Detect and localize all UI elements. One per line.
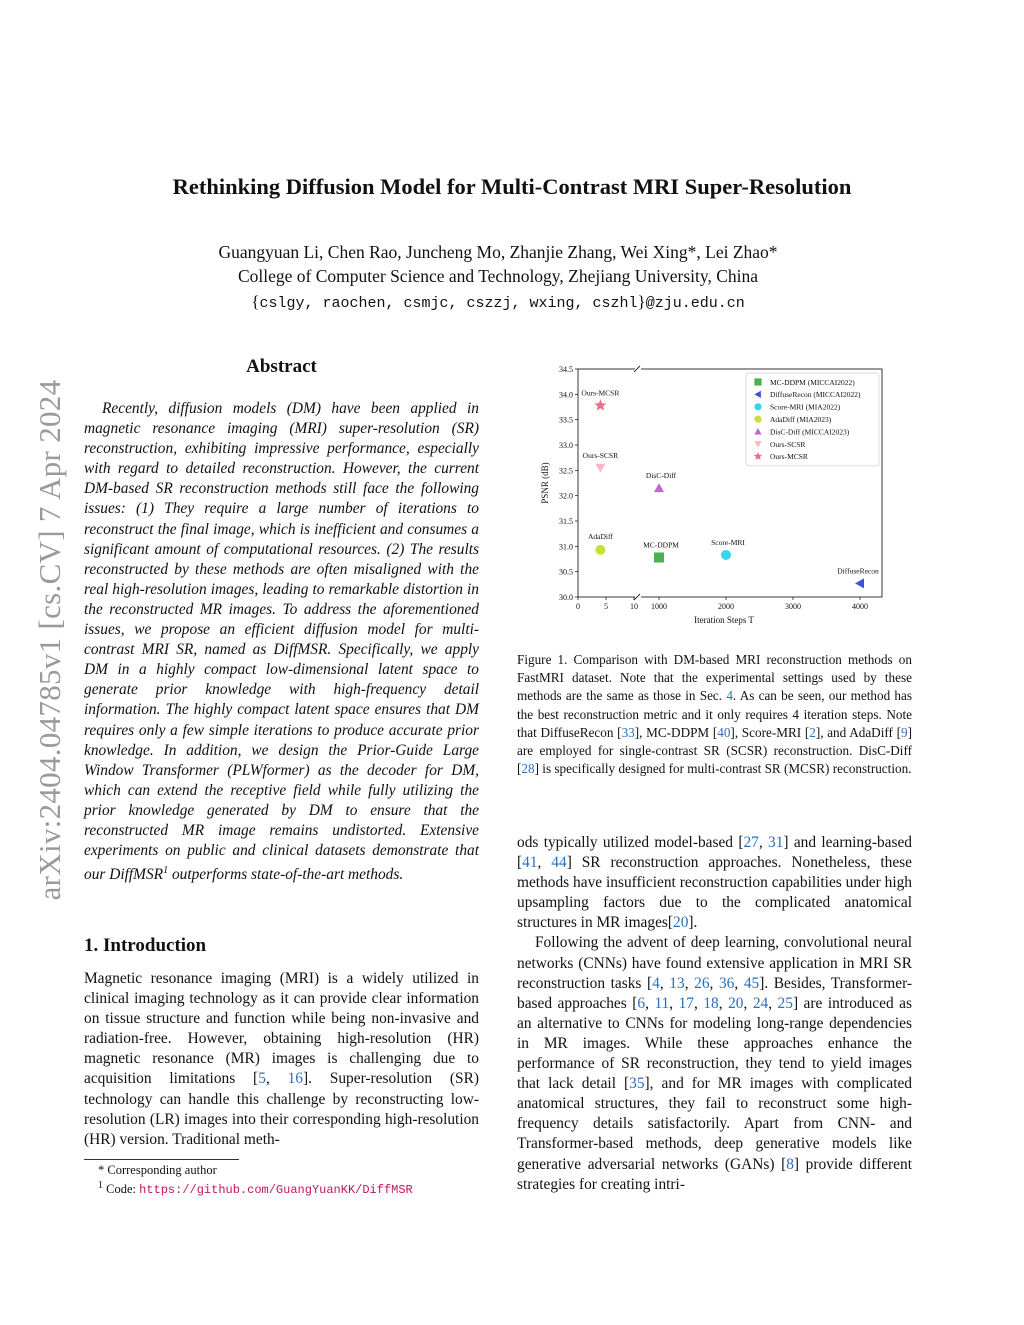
point-label: DiffuseRecon (837, 566, 879, 576)
y-tick-label: 33.5 (559, 415, 573, 425)
x-tick-label: 10 (630, 602, 638, 611)
point-label: Ours-MCSR (581, 388, 620, 398)
introduction-paragraph-2: Following the advent of deep learning, convolutional neural networks (CNNs) have found extensive application in MRI SR reconstruction tasks [4, 13, 26, 36, 45]. Besides, Transformer-based approaches [6, 11, 17, 18, 20, 24, 25] are introduced as an alternative to CNNs for modeling long-range dependencies in MR images. While these approaches enhance the performance of SR reconstruction, they tend to yield images that lack detail [35], and for MR images with complicated anatomical structures, they fail to reconstruct some high-frequency details satisfactorily. Apart from CNN- and Transformer-based methods, deep generative models like generative adversarial networks (GANs) [8] provide different strategies for creating intri- (517, 934, 913, 1193)
citation-link[interactable]: 13 (669, 974, 685, 992)
point-label: MC-DDPM (643, 540, 679, 550)
data-point-disc-diff (654, 483, 664, 492)
legend-marker (754, 403, 761, 410)
x-tick-label: 2000 (718, 602, 734, 611)
footnote-marker[interactable]: 1 (163, 865, 169, 877)
introduction-continued: ods typically utilized model-based [27, 31] and learning-based [41, 44] SR reconstruction approaches. Nonetheless, these methods have insufficient reconstruction capabilities under high upsampling factors due to the complicated anatomical structures in MR images[20]. Following the advent of deep learning, convolutional neural networks (CNNs) have found extensive application in MRI SR reconstruction tasks [4, 13, 26, 36, 45]. Besides, Transformer-based approaches [6, 11, 17, 18, 20, 24, 25] are introduced as an alternative to CNNs for modeling long-range dependencies in MR images. While these approaches enhance the performance of SR reconstruction, they tend to yield images that lack detail [35], and for MR images with complicated anatomical structures, they fail to reconstruct some high-frequency details satisfactorily. Apart from CNN- and Transformer-based methods, deep generative models like generative adversarial networks (GANs) [8] provide different strategies for creating intri- (517, 833, 912, 1195)
citation-link[interactable]: 11 (654, 994, 670, 1012)
x-tick-label: 1000 (651, 602, 667, 611)
citation-link[interactable]: 36 (718, 974, 735, 992)
citation-link[interactable]: 26 (694, 974, 710, 992)
code-repository-link[interactable]: https://github.com/GuangYuanKK/DiffMSR (139, 1183, 413, 1198)
citation-link[interactable]: 25 (777, 994, 793, 1012)
citation-link[interactable]: 5 (258, 1070, 266, 1088)
paper-title: Rethinking Diffusion Model for Multi-Contrast MRI Super-Resolution (172, 174, 852, 199)
citation-link[interactable]: 40 (717, 724, 731, 740)
y-tick-label: 34.5 (559, 365, 573, 374)
affiliation: College of Computer Science and Technology, Zhejiang University, China (237, 266, 759, 286)
data-point-score-mri (721, 550, 731, 560)
footnote-corresponding: * Corresponding author (98, 1163, 217, 1177)
y-tick-label: 33.0 (559, 441, 573, 450)
y-tick-label: 34.0 (559, 390, 573, 400)
citation-link[interactable]: 4 (652, 974, 660, 992)
y-axis-label: PSNR (dB) (540, 462, 550, 504)
point-label: DisC-Diff (645, 471, 677, 481)
legend-label: Ours-MCSR (770, 452, 808, 462)
data-point-adadiff (595, 545, 605, 555)
citation-link[interactable]: 41 (522, 854, 538, 872)
citation-link[interactable]: 2 (809, 724, 816, 740)
figure-1-caption: Figure 1. Comparison with DM-based MRI reconstruction methods on FastMRI dataset. Note that the experimental settings used by these methods are the same as those in Sec. 4. As can be seen, our method has the best reconstruction metric and it only requires 4 iteration steps. Note that DiffuseRecon [33], MC-DDPM [40], Score-MRI [2], and AdaDiff [9] are employed for single-contrast SR (SCSR) reconstruction. DisC-Diff [28] is specifically designed for multi-contrast SR (MCSR) reconstruction. (517, 652, 912, 777)
scatter-plot (530, 360, 910, 632)
figure-1-chart (530, 360, 910, 632)
legend-label: Ours-SCSR (770, 439, 806, 449)
data-point-ours-scsr (595, 464, 605, 473)
data-point-ours-mcsr (594, 399, 606, 410)
footnote-code: $^1$ Code: https://github.com/GuangYuanKK/DiffMSR (98, 1180, 413, 1198)
citation-link[interactable]: 9 (900, 724, 908, 740)
point-label: AdaDiff (587, 531, 613, 541)
y-tick-label: 31.0 (559, 542, 573, 552)
y-tick-label: 32.5 (559, 466, 573, 476)
citation-link[interactable]: 28 (521, 761, 535, 777)
citation-link[interactable]: 44 (551, 854, 567, 872)
abstract-body: Recently, diffusion models (DM) have been applied in magnetic resonance imaging (MRI) super-resolution (SR) reconstruction, exhibiting impressive performance, especially with regard to detailed reconstruction. However, the current DM-based SR reconstruction methods still face the following issues: (1) They require a large number of iterations to reconstruct the final image, which is inefficient and consumes a significant amount of computational resources. (2) The results reconstructed by these methods are often misaligned with the real high-resolution images, leading to remarkable distortion in the reconstructed MR images. To address the aforementioned issues, we propose an efficient diffusion model for multi-contrast MRI SR, named as DiffMSR. Specifically, we apply DM in a highly compact low-dimensional latent space to generate prior knowledge with high-frequency detail information. The highly compact latent space ensures that DM requires only a few simple iterations to produce accurate prior knowledge. In addition, we design the Prior-Guide Large Window Transformer (PLWformer) as the decoder for DM, which can extend the receptive field while fully utilizing the prior knowledge generated by DM to ensure that the reconstructed MR image remains undistorted. Extensive experiments on public and clinical datasets demonstrate that our DiffMSR$^1$ outperforms state-of-the-art methods. (84, 400, 479, 884)
citation-link[interactable]: 17 (678, 994, 694, 1012)
citation-link[interactable]: 24 (752, 994, 769, 1012)
y-tick-label: 32.0 (559, 491, 573, 501)
x-tick-label: 0 (576, 602, 580, 611)
citation-link[interactable]: 8 (786, 1155, 794, 1173)
abstract-heading: Abstract (246, 356, 317, 377)
citation-link[interactable]: 35 (629, 1075, 645, 1093)
x-tick-label: 4000 (852, 602, 868, 611)
author-emails[interactable]: {cslgy, raochen, csmjc, cszzj, wxing, cszhl}@zju.edu.cn (251, 292, 745, 312)
citation-link[interactable]: 20 (673, 914, 689, 932)
section-heading-introduction: 1. Introduction (84, 935, 207, 956)
y-tick-label: 31.5 (559, 517, 573, 526)
point-label: Ours-SCSR (582, 450, 619, 460)
x-tick-label: 5 (604, 602, 608, 611)
citation-link[interactable]: 45 (743, 974, 760, 992)
legend-label: DisC-Diff (MICCAI2023) (770, 427, 850, 437)
legend-label: MC-DDPM (MICCAI2022) (770, 377, 855, 387)
point-label: Score-MRI (711, 537, 745, 547)
y-tick-label: 30.0 (559, 593, 573, 602)
citation-link[interactable]: 6 (637, 994, 646, 1012)
footnote-divider (84, 1159, 239, 1160)
legend-label: Score-MRI (MIA2022) (770, 402, 841, 412)
citation-link[interactable]: 31 (768, 834, 784, 851)
legend-label: DiffuseRecon (MICCAI2022) (770, 390, 861, 400)
x-tick-label: 3000 (785, 602, 801, 611)
y-tick-label: 30.5 (559, 567, 573, 577)
footnotes (84, 1162, 484, 1198)
section-link[interactable]: 4 (726, 688, 733, 704)
introduction-paragraph-1: Magnetic resonance imaging (MRI) is a widely utilized in clinical imaging technology as it can provide clear information on tissue structure and function while being non-invasive and radiation-free. However, obtaining high-resolution (HR) magnetic resonance (MR) images is challenging due to acquisition limitations [5, 16]. Super-resolution (SR) technology can handle this challenge by reconstructing low-resolution (LR) images into their corresponding high-resolution (HR) version. Traditional meth- (84, 970, 479, 1148)
citation-link[interactable]: 18 (703, 994, 719, 1012)
data-point-diffuserecon (855, 578, 864, 588)
legend-label: AdaDiff (MIA2023) (770, 415, 832, 424)
citation-link[interactable]: 20 (728, 994, 744, 1012)
data-point-mc-ddpm (654, 552, 664, 562)
citation-link[interactable]: 16 (287, 1070, 303, 1088)
author-list: Guangyuan Li, Chen Rao, Juncheng Mo, Zhanjie Zhang, Wei Xing*, Lei Zhao* (218, 242, 778, 262)
citation-link[interactable]: 27 (743, 834, 759, 851)
citation-link[interactable]: 33 (621, 724, 635, 740)
legend-marker (754, 378, 761, 385)
arxiv-identifier: arXiv:2404.04785v1 [cs.CV] 7 Apr 2024 (32, 379, 67, 901)
legend-marker (754, 416, 761, 423)
x-axis-label: Iteration Steps T (694, 615, 754, 625)
